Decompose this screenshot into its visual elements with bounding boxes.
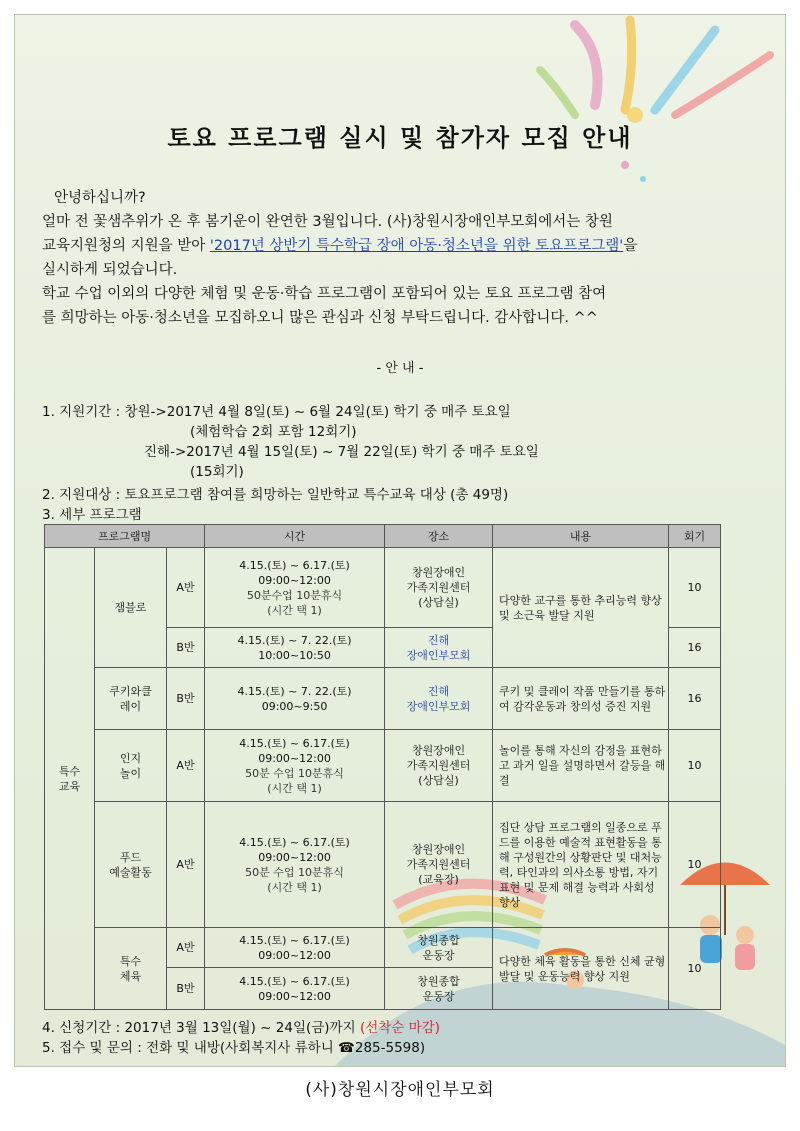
header-place: 장소: [385, 525, 493, 548]
time-line: (시간 택 1): [267, 880, 322, 894]
time-cell: [205, 968, 385, 1010]
session-count: 10: [669, 802, 721, 928]
session-count: 10: [669, 548, 721, 628]
program-name: 인지 놀이: [95, 730, 167, 802]
intro-line-4: 학교 수업 이외의 다양한 체험 및 운동·학습 프로그램이 포함되어 있는 토요 프로그램 참여: [42, 286, 607, 302]
session-count: 10: [669, 928, 721, 1010]
intro-line-2-b: 을: [623, 238, 638, 254]
session-count: 16: [669, 668, 721, 730]
place-cell: 창원종합 운동장: [385, 928, 493, 968]
header-time: 시간: [205, 525, 385, 548]
time-line: (시간 택 1): [267, 781, 322, 795]
time-line: 09:00~12:00: [258, 989, 331, 1003]
time-line: 09:00~12:00: [258, 850, 331, 864]
time-line: 50분수업 10분휴식: [246, 588, 343, 602]
time-cell: [205, 548, 385, 628]
time-cell: [205, 928, 385, 968]
time-line: 4.15.(토) ~ 7. 22.(토): [237, 633, 352, 647]
time-line: 50분 수업 10분휴식: [245, 766, 344, 780]
program-name: 잼블로: [95, 548, 167, 668]
content-cell: 집단 상담 프로그램의 일종으로 푸드를 이용한 예술적 표현활동을 통해 구성원간의 상황판단 및 대처능력, 타인과의 의사소통 방법, 자기표현 및 문제 해결 능력과 사회성 향상: [493, 802, 669, 928]
session-count: 16: [669, 628, 721, 668]
table-row: [45, 730, 721, 802]
time-line: 4.15.(토) ~ 6.17.(토): [239, 933, 350, 947]
confetti-decoration: [615, 155, 655, 195]
time-line: 09:00~12:00: [258, 751, 331, 765]
header-program: 프로그램명: [45, 525, 205, 548]
time-line: 09:00~12:00: [258, 573, 331, 587]
class-label: B반: [167, 968, 205, 1010]
class-label: A반: [167, 730, 205, 802]
guide-heading: - 안 내 -: [376, 361, 424, 376]
flower-burst-decoration: [535, 15, 785, 125]
table-row: [45, 928, 721, 968]
time-line: (시간 택 1): [267, 603, 322, 617]
time-line: 4.15.(토) ~ 6.17.(토): [239, 835, 350, 849]
place-cell: 진해 장애인부모회: [385, 668, 493, 730]
content-cell: 놀이를 통해 자신의 감정을 표현하고 과거 일을 설명하면서 갈등을 해결: [493, 730, 669, 802]
time-line: 4.15.(토) ~ 6.17.(토): [239, 736, 350, 750]
category-cell: 특수 교육: [45, 548, 95, 1010]
item-target: 2. 지원대상 : 토요프로그램 참여를 희망하는 일반학교 특수교육 대상 (총 49명): [42, 487, 509, 503]
content-cell: 다양한 체육 활동을 통한 신체 균형발달 및 운동능력 향상 지원: [493, 928, 669, 1010]
class-label: B반: [167, 628, 205, 668]
program-table: [44, 524, 721, 1010]
intro-line-2: [42, 234, 637, 258]
class-label: A반: [167, 802, 205, 928]
greeting: 안녕하십니까?: [54, 190, 146, 206]
program-title-highlight: '2017년 상반기 특수학급 장애 아동·청소년을 위한 토요프로그램': [209, 238, 624, 254]
place-cell: 창원종합 운동장: [385, 968, 493, 1010]
item-support-period: 1. 지원기간 : 창원->2017년 4월 8일(토) ~ 6월 24일(토) 학기 중 매주 토요일: [42, 404, 511, 420]
time-line: 10:00~10:50: [258, 648, 331, 662]
program-name: 특수 체육: [95, 928, 167, 1010]
time-line: 09:00~9:50: [261, 699, 328, 713]
item-contact: 5. 접수 및 문의 : 전화 및 내방(사회복지사 류하니 ☎285-5598): [42, 1040, 426, 1056]
content-cell: 쿠키 및 클레이 작품 만들기를 통하여 감각운동과 창의성 증진 지원: [493, 668, 669, 730]
intro-line-2-a: 교육지원청의 지원을 받아: [42, 238, 210, 254]
time-cell: [205, 628, 385, 668]
table-header-row: [45, 525, 721, 548]
item-application-period: [42, 1016, 440, 1036]
intro-line-1: 얼마 전 꽃샘추위가 온 후 봄기운이 완연한 3월입니다. (사)창원시장애인부모회에서는 창원: [42, 214, 613, 230]
class-label: A반: [167, 548, 205, 628]
item-support-period-note: (체험학습 2회 포함 12회기): [190, 424, 357, 440]
time-line: 4.15.(토) ~ 6.17.(토): [239, 558, 350, 572]
intro-line-5: 를 희망하는 아동·청소년을 모집하오니 많은 관심과 신청 부탁드립니다. 감사합니다. ^^: [42, 310, 598, 326]
content-cell: 다양한 교구를 통한 추리능력 향상 및 소근육 발달 지원: [493, 548, 669, 668]
place-cell: 창원장애인 가족지원센터 (상담실): [385, 730, 493, 802]
item-program-heading: 3. 세부 프로그램: [42, 507, 142, 523]
class-label: B반: [167, 668, 205, 730]
footer-organization: (사)창원시장애인부모회: [305, 1080, 495, 1100]
table-row: [45, 548, 721, 628]
program-name: 쿠키와클 레이: [95, 668, 167, 730]
header-content: 내용: [493, 525, 669, 548]
time-line: 09:00~12:00: [258, 948, 331, 962]
time-cell: [205, 802, 385, 928]
time-cell: [205, 668, 385, 730]
time-line: 4.15.(토) ~ 6.17.(토): [239, 974, 350, 988]
intro-line-3: 실시하게 되었습니다.: [42, 262, 178, 278]
session-count: 10: [669, 730, 721, 802]
page-title: 토요 프로그램 실시 및 참가자 모집 안내: [167, 124, 633, 152]
time-line: 4.15.(토) ~ 7. 22.(토): [237, 684, 352, 698]
time-cell: [205, 730, 385, 802]
header-sessions: 회기: [669, 525, 721, 548]
place-cell: 진해 장애인부모회: [385, 628, 493, 668]
place-cell: 창원장애인 가족지원센터 (교육장): [385, 802, 493, 928]
time-line: 50분 수업 10분휴식: [245, 865, 344, 879]
table-row: [45, 668, 721, 730]
first-come-notice: (선착순 마감): [359, 1020, 440, 1036]
class-label: A반: [167, 928, 205, 968]
item-support-period-jinhae: 진해->2017년 4월 15일(토) ~ 7월 22일(토) 학기 중 매주 토요일: [144, 444, 539, 460]
table-row: [45, 802, 721, 928]
place-cell: 창원장애인 가족지원센터 (상담실): [385, 548, 493, 628]
item-support-period-jinhae-note: (15회기): [190, 464, 244, 480]
application-period-text: 4. 신청기간 : 2017년 3월 13일(월) ~ 24일(금)까지: [42, 1020, 360, 1036]
program-name: 푸드 예술활동: [95, 802, 167, 928]
